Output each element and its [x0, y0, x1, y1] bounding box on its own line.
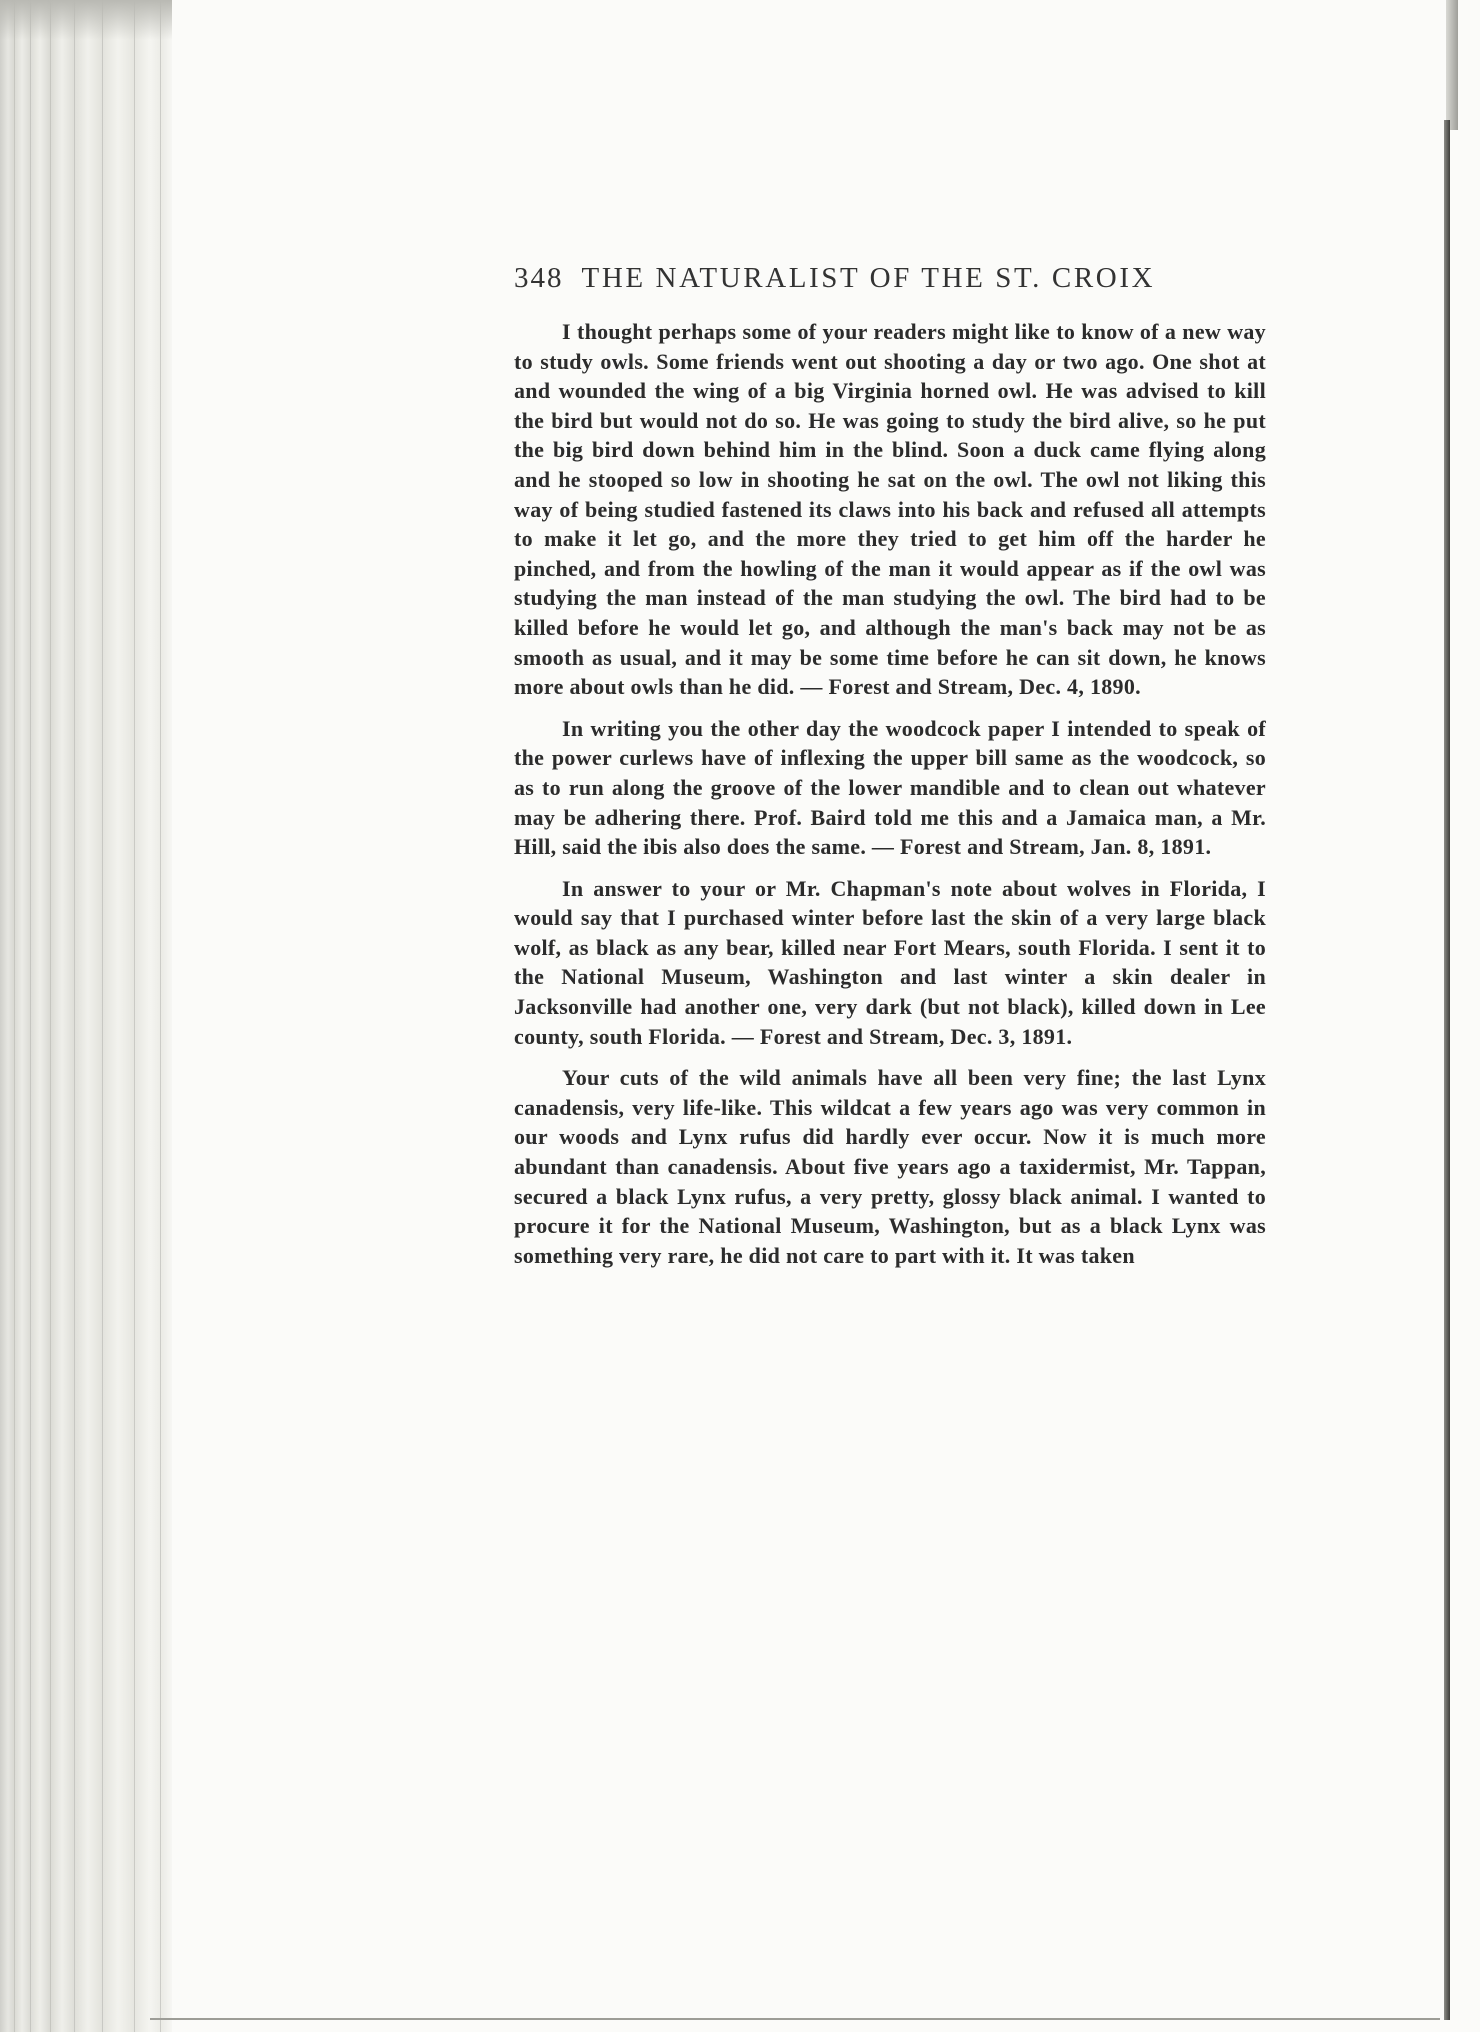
page-stack-edge — [0, 0, 172, 2032]
top-shadow — [0, 0, 172, 40]
stack-line — [160, 0, 161, 2032]
paragraph-lynx: Your cuts of the wild animals have all been very fine; the last Lynx canadensis, very life-like. This wildcat a few years ago was very common in our woods and Lynx rufus did hardly ever occur. Now it is much more abundant than canadensis. About five years ago a taxidermist, Mr. Tappan, secured a black Lynx rufus, a very pretty, glossy black animal. I wanted to procure it for the National Museum, Washington, but as a black Lynx was something very rare, he did not care to part with it. It was taken — [514, 1065, 1266, 1268]
paragraph-curlews: In writing you the other day the woodcock paper I intended to speak of the power curlews have of inflexing the upper bill same as the woodcock, so as to run along the groove of the lower mandible and to clean out whatever may be adhering there. Prof. Baird told me this and a Jamaica man, a Mr. Hill, said the ibis also does the same. — Forest and Stream, Jan. 8, 1891. — [514, 715, 1266, 860]
stack-line — [50, 0, 51, 2032]
stack-line — [102, 0, 103, 2032]
page-content — [514, 262, 1266, 1282]
page-bottom-edge — [150, 2018, 1440, 2020]
stack-line — [74, 0, 75, 2032]
page-right-edge-top — [1446, 0, 1458, 130]
stack-line — [14, 0, 15, 2032]
paragraph-owls: I thought perhaps some of your readers might like to know of a new way to study owls. Some friends went out shooting a day or two ago. One shot at and wounded the wing of a big Virginia horned owl. He was advised to kill the bird but would not do so. He was going to study the bird alive, so he put the big bird down behind him in the blind. Soon a duck came flying along and he stooped so low in shooting he sat on the owl. The owl not liking this way of being studied fastened its claws into his back and refused all attempts to make it let go, and the more they tried to get him off the harder he pinched, and from the howling of the man it would appear as if the owl was studying the man instead of the man studying the owl. The bird had to be killed before he would let go, and although the man's back may not be as smooth as usual, and it may be some time before he can sit down, he knows more about owls than he did. — Forest and Stream, Dec. 4, 1890. — [514, 319, 1266, 700]
page-number: 348 — [514, 262, 564, 294]
running-head — [514, 262, 1266, 295]
stack-line — [134, 0, 135, 2032]
running-title: THE NATURALIST OF THE ST. CROIX — [581, 262, 1156, 294]
paragraph-wolves: In answer to your or Mr. Chapman's note about wolves in Florida, I would say that I purchased winter before last the skin of a very large black wolf, as black as any bear, killed near Fort Mears, south Florida. I sent it to the National Museum, Washington and last winter a skin dealer in Jacksonville had another one, very dark (but not black), killed down in Lee county, south Florida. — Forest and Stream, Dec. 3, 1891. — [514, 875, 1266, 1049]
stack-line — [30, 0, 31, 2032]
page-right-edge — [1444, 120, 1450, 2020]
